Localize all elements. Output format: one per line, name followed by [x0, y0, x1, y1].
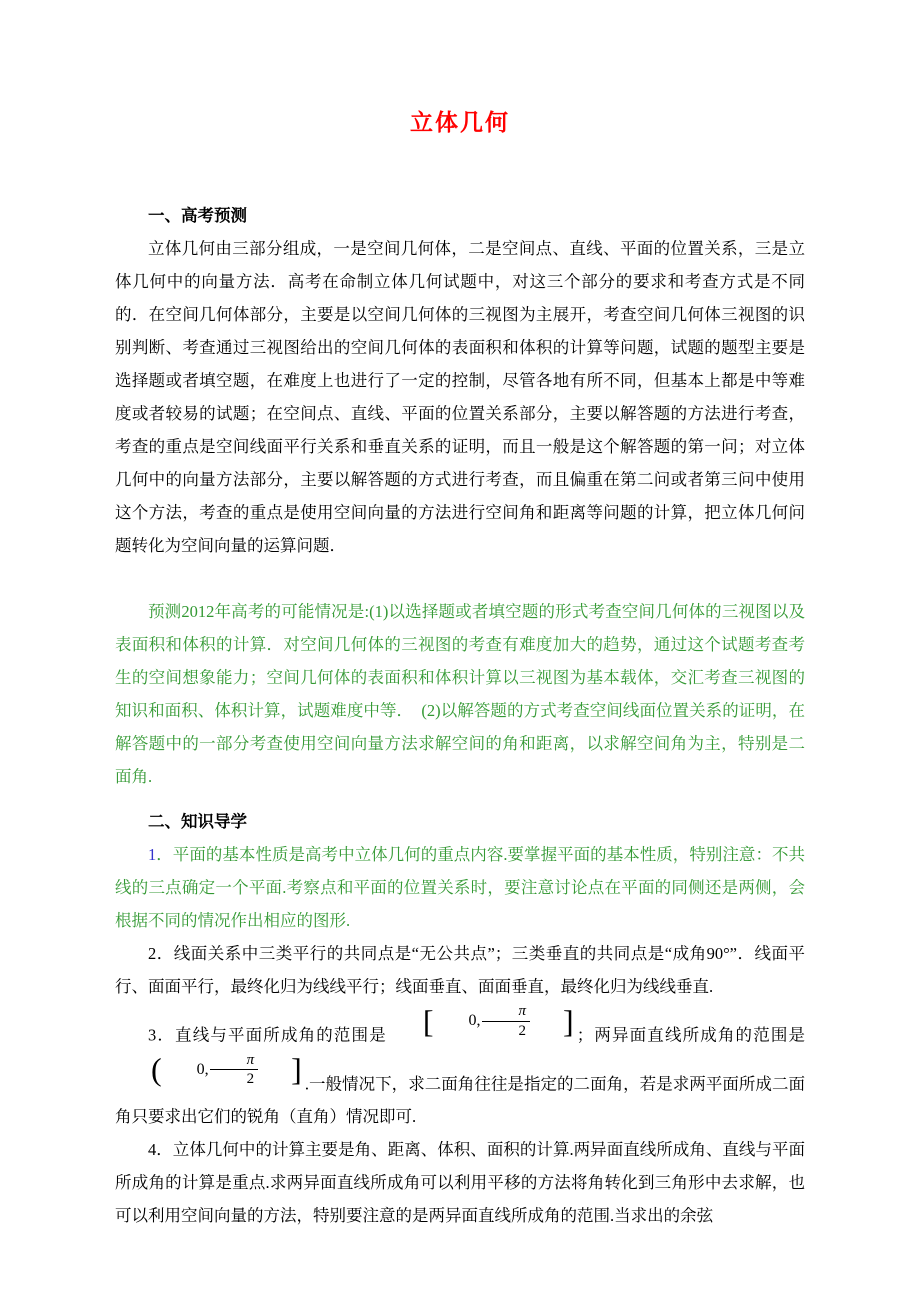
section1-heading: 一、高考预测 — [148, 206, 247, 225]
fraction-numerator-2: π — [210, 1052, 259, 1071]
fraction-denominator: 2 — [518, 1022, 527, 1039]
fraction-numerator: π — [482, 1003, 531, 1022]
fraction-denominator-2: 2 — [246, 1071, 255, 1088]
item3-text-before: 3．直线与平面所成角的范围是 — [148, 1025, 387, 1045]
open-paren: ( — [151, 1051, 162, 1088]
fraction-pi-over-2 — [482, 1003, 531, 1039]
item1-text: ．平面的基本性质是高考中立体几何的重点内容.要掌握平面的基本性质，特别注意：不共线的三点确定一个平面.考察点和平面的位置关系时，要注意讨论点在平面的同侧还是两侧，会根据不同的情况作出相应的图形. — [115, 845, 805, 930]
open-bracket: [ — [422, 1002, 434, 1039]
section2-heading: 二、知识导学 — [148, 812, 247, 831]
item3-text-mid: ；两异面直线所成角的范围是 — [576, 1025, 806, 1045]
close-bracket-2: ] — [291, 1051, 302, 1088]
page-title: 立体几何 — [410, 110, 510, 135]
document-body — [115, 199, 805, 1232]
fraction-pi-over-2-second — [210, 1052, 259, 1088]
closed-interval-formula — [390, 1003, 574, 1039]
knowledge-item-1 — [115, 838, 805, 937]
knowledge-item-4: 4．立体几何中的计算主要是角、距离、体积、面积的计算.两异面直线所成角、直线与平面所成角的计算是重点.求两异面直线所成角可以利用平移的方法将角转化到三角形中去求解，也可以利用空间向量的方法，特别要注意的是两异面直线所成角的范围.当求出的余弦 — [115, 1140, 805, 1226]
item1-number: 1 — [148, 845, 157, 864]
knowledge-item-3 — [115, 1003, 805, 1133]
close-bracket: ] — [563, 1002, 574, 1039]
item3-text-after: .一般情况下，求二面角往往是指定的二面角，若是求两平面所成二面角只要求出它们的锐角（直角）情况即可. — [115, 1074, 805, 1127]
half-open-interval-formula — [118, 1052, 302, 1088]
section1-paragraph-2-prediction: 预测2012年高考的可能情况是:(1)以选择题或者填空题的形式考查空间几何体的三视图以及表面积和体积的计算．对空间几何体的三视图的考查有难度加大的趋势，通过这个试题考查考生的空间想象能力；空间几何体的表面积和体积计算以三视图为基本载体，交汇考查三视图的知识和面积、体积计算，试题难度中等． (2)以解答题的方式考查空间线面位置关系的证明，在解答题中的一部分考查使用空间向量方法求解空间的角和距离，以求解空间角为主，特别是二面角. — [115, 602, 805, 786]
interval-lower-bound: 0, — [468, 1012, 481, 1029]
interval-lower-bound-2: 0, — [196, 1060, 209, 1078]
knowledge-item-2: 2．线面关系中三类平行的共同点是“无公共点”；三类垂直的共同点是“成角90°”．线面平行、面面平行，最终化归为线线平行；线面垂直、面面垂直，最终化归为线线垂直. — [115, 944, 805, 996]
section1-paragraph-1: 立体几何由三部分组成，一是空间几何体，二是空间点、直线、平面的位置关系，三是立体几何中的向量方法．高考在命制立体几何试题中，对这三个部分的要求和考查方式是不同的．在空间几何体部分，主要是以空间几何体的三视图为主展开，考查空间几何体三视图的识别判断、考查通过三视图给出的空间几何体的表面积和体积的计算等问题，试题的题型主要是选择题或者填空题，在难度上也进行了一定的控制，尽管各地有所不同，但基本上都是中等难度或者较易的试题；在空间点、直线、平面的位置关系部分，主要以解答题的方法进行考查，考查的重点是空间线面平行关系和垂直关系的证明，而且一般是这个解答题的第一问；对立体几何中的向量方法部分，主要以解答题的方式进行考查，而且偏重在第二问或者第三问中使用这个方法，考查的重点是使用空间向量的方法进行空间角和距离等问题的计算，把立体几何问题转化为空间向量的运算问题． — [115, 239, 805, 555]
